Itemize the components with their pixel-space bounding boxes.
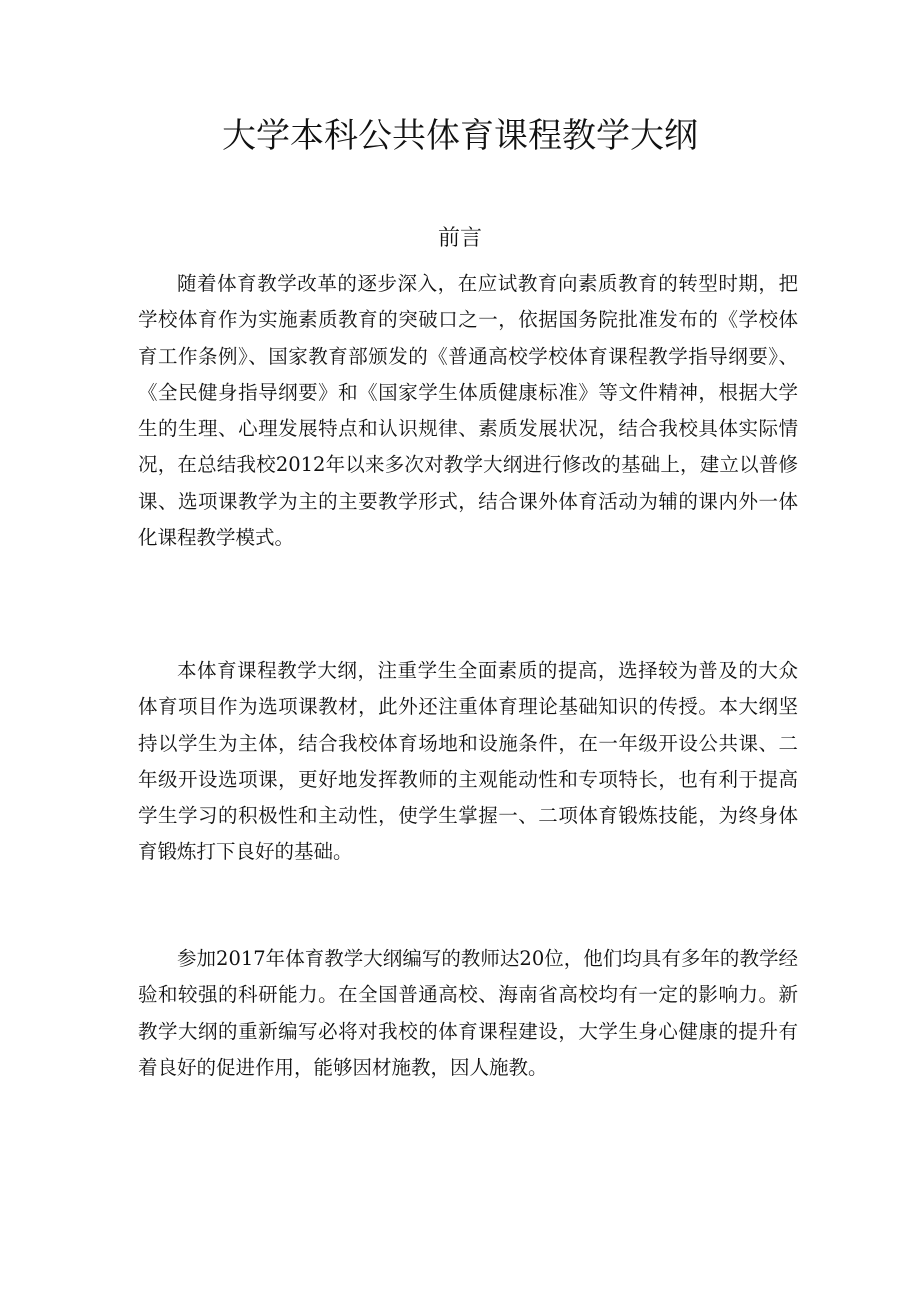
paragraph-2: 本体育课程教学大纲，注重学生全面素质的提高，选择较为普及的大众体育项目作为选项课教材，此外还注重体育理论基础知识的传授。本大纲坚持以学生为主体，结合我校体育场地和设施条件，在一年级开设公共课、二年级开设选项课，更好地发挥教师的主观能动性和专项特长，也有利于提高学生学习的积极性和主动性，使学生掌握一、二项体育锻炼技能，为终身体育锻炼打下良好的基础。	[138, 659, 798, 864]
section-heading-preface: 前言	[437, 226, 482, 251]
paragraph-3: 参加2017年体育教学大纲编写的教师达20位，他们均具有多年的教学经验和较强的科研能力。在全国普通高校、海南省高校均有一定的影响力。新教学大纲的重新编写必将对我校的体育课程建设，大学生身心健康的提升有着良好的促进作用，能够因材施教，因人施教。	[138, 947, 798, 1079]
document-title: 大学本科公共体育课程教学大纲	[222, 116, 698, 156]
paragraph-1: 随着体育教学改革的逐步深入，在应试教育向素质教育的转型时期，把学校体育作为实施素质教育的突破口之一，依据国务院批准发布的《学校体育工作条例》、国家教育部颁发的《普通高校学校体育课程教学指导纲要》、《全民健身指导纲要》和《国家学生体质健康标准》等文件精神，根据大学生的生理、心理发展特点和认识规律、素质发展状况，结合我校具体实际情况，在总结我校2012年以来多次对教学大纲进行修改的基础上，建立以普修课、选项课教学为主的主要教学形式，结合课外体育活动为辅的课内外一体化课程教学模式。	[138, 272, 798, 550]
